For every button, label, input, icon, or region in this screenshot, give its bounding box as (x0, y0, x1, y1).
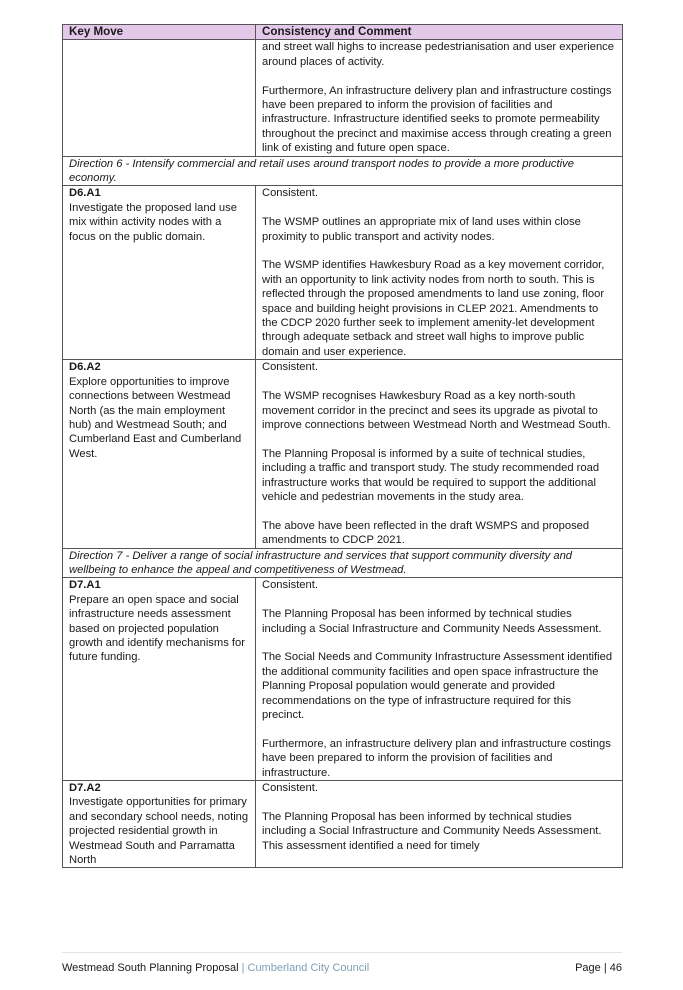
comment-cell (256, 40, 623, 156)
action-row (63, 360, 623, 548)
action-row (63, 578, 623, 781)
direction-row (63, 548, 623, 578)
header-consistency-comment: Consistency and Comment (256, 25, 623, 40)
key-move-cell (63, 578, 256, 781)
footer-separator: | (241, 962, 245, 974)
comment-paragraph: Consistent. (262, 361, 318, 374)
action-description: Investigate the proposed land use mix within activity nodes with a focus on the public domain. (69, 201, 237, 243)
action-row (63, 780, 623, 867)
comment-paragraph: and street wall highs to increase pedestrianisation and user experience around places of activity. (262, 41, 614, 68)
comment-paragraph: Furthermore, An infrastructure delivery plan and infrastructure costings have been prepared to inform the provision of facilities and infrastructure. Infrastructure identified seeks to promote permeability throughout the precinct and maximise access through creating a green link of existing and future open space. (262, 84, 612, 155)
action-code: D7.A2 (69, 781, 101, 794)
action-code: D7.A1 (69, 579, 101, 592)
action-row (63, 40, 623, 156)
footer-council-name: Cumberland City Council (247, 962, 370, 974)
key-move-cell (63, 360, 256, 548)
table-header-row (63, 25, 623, 40)
footer-document-title: Westmead South Planning Proposal (62, 962, 239, 974)
comment-paragraph: Consistent. (262, 187, 318, 200)
direction-row (63, 156, 623, 186)
direction-text: Direction 7 - Deliver a range of social infrastructure and services that support community diversity and wellbeing to enhance the appeal and competitiveness of Westmead. (63, 548, 623, 578)
header-key-move: Key Move (63, 25, 256, 40)
comment-paragraph: The Planning Proposal is informed by a suite of technical studies, including a traffic and transport study. The study recommended road infrastructure works that would be required to support the additional vehicle and pedestrian movements in the study area. (262, 447, 600, 503)
comment-cell (256, 578, 623, 781)
comment-cell (256, 360, 623, 548)
comment-paragraph: The Social Needs and Community Infrastructure Assessment identified the additional community facilities and open space infrastructure the Planning Proposal population would generate and provided recommendations on the type of infrastructure required for this precinct. (262, 651, 613, 721)
key-move-cell (63, 40, 256, 156)
footer-divider (62, 952, 622, 953)
action-description: Explore opportunities to improve connections between Westmead North (as the main employment hub) and Westmead South; and Cumberland East and Cumberland West. (69, 375, 242, 460)
action-code: D6.A1 (69, 187, 101, 200)
comment-paragraph: The above have been reflected in the draft WSMPS and proposed amendments to CDCP 2021. (262, 519, 590, 547)
comment-paragraph: The WSMP identifies Hawkesbury Road as a key movement corridor, with an opportunity to link activity nodes from north to south. This is reflected through the proposed amendments to land use zoning, floor space and building height provisions in CLEP 2021. Amendments to the CDCP 2020 further seek to implement amenity-let development through adequate setback and street wall highs to improve public domain and user experience. (262, 259, 605, 358)
action-row (63, 186, 623, 360)
comment-cell (256, 780, 623, 867)
consistency-table (62, 24, 623, 868)
comment-paragraph: Consistent. (262, 579, 318, 592)
action-description: Investigate opportunities for primary and secondary school needs, noting projected residential growth in Westmead South and Parramatta North (69, 796, 249, 867)
table-body (63, 40, 623, 868)
footer-left (62, 962, 369, 974)
comment-paragraph: Consistent. (262, 781, 318, 794)
comment-paragraph: The WSMP outlines an appropriate mix of land uses within close proximity to public transport and activity nodes. (262, 216, 581, 243)
direction-text: Direction 6 - Intensify commercial and retail uses around transport nodes to provide a more productive economy. (63, 156, 623, 186)
page-footer (62, 962, 622, 974)
footer-page-number: Page | 46 (575, 962, 622, 974)
key-move-cell (63, 780, 256, 867)
key-move-cell (63, 186, 256, 360)
comment-paragraph: The Planning Proposal has been informed by technical studies including a Social Infrastructure and Community Needs Assessment. This assessment identified a need for timely (262, 810, 602, 852)
action-description: Prepare an open space and social infrastructure needs assessment based on projected population growth and identify mechanisms for future funding. (69, 593, 245, 664)
comment-cell (256, 186, 623, 360)
comment-paragraph: The Planning Proposal has been informed by technical studies including a Social Infrastructure and Community Needs Assessment. (262, 608, 602, 635)
comment-paragraph: Furthermore, an infrastructure delivery plan and infrastructure costings have been prepared to inform the provision of facilities and infrastructure. (262, 737, 611, 779)
action-code: D6.A2 (69, 361, 101, 374)
comment-paragraph: The WSMP recognises Hawkesbury Road as a key north-south movement corridor in the precinct and sees its upgrade as pivotal to improve connections between Westmead North and Westmead South. (262, 390, 611, 431)
